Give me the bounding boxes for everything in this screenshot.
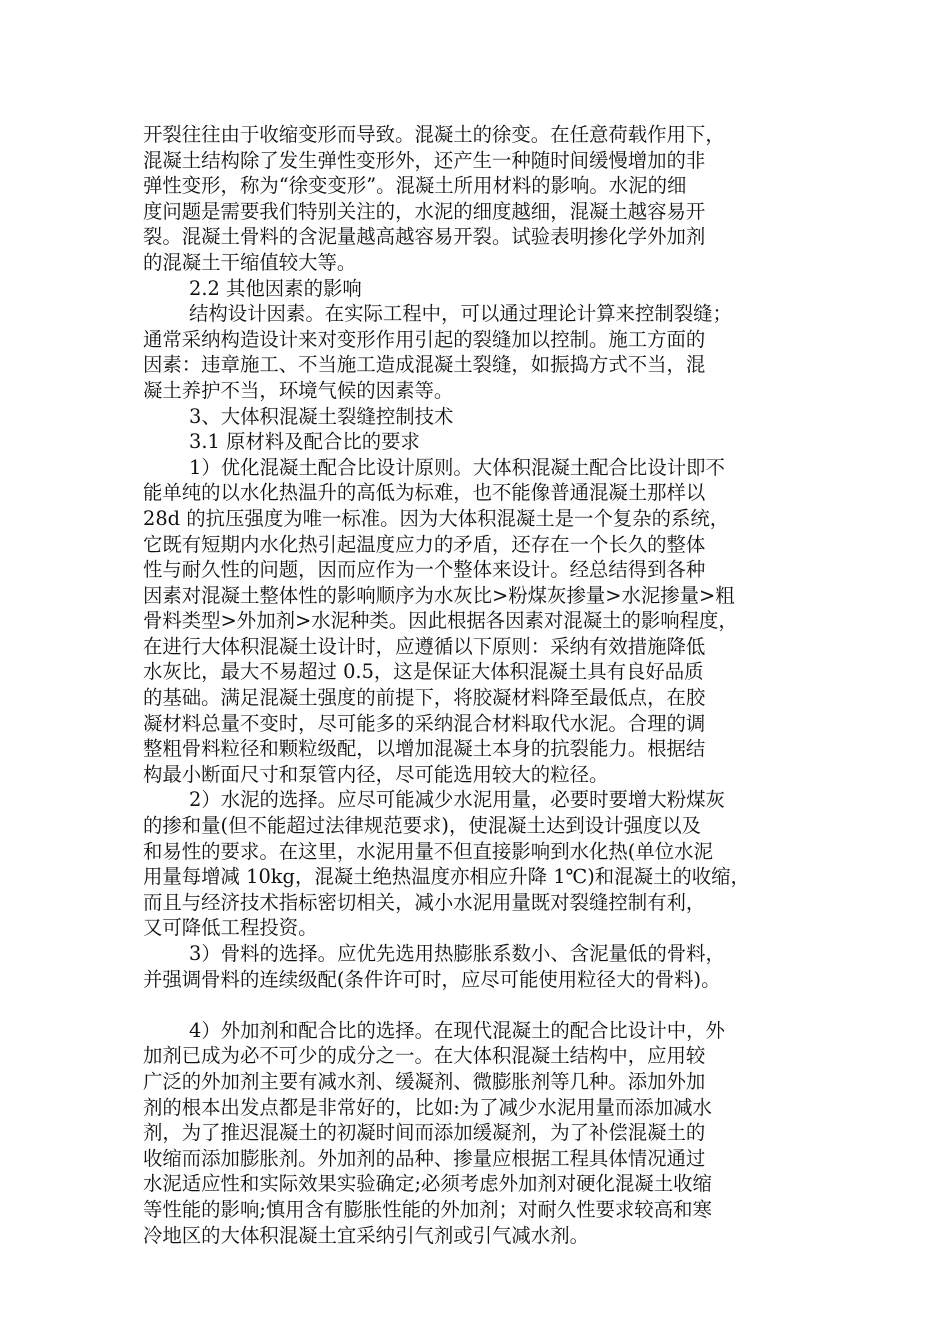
- text-line: 2.2 其他因素的影响: [189, 276, 362, 300]
- section-heading: [143, 429, 810, 455]
- paragraph-gap: [143, 992, 810, 1018]
- text-line: 它既有短期内水化热引起温度应力的矛盾，还存在一个长久的整体: [143, 532, 706, 556]
- text-line: 度问题是需要我们特别关注的，水泥的细度越细，混凝土越容易开: [143, 199, 706, 223]
- text-line: 又可降低工程投资。: [143, 916, 318, 940]
- section-heading: [143, 404, 810, 430]
- paragraph: [143, 787, 810, 941]
- text-line: 通常采纳构造设计来对变形作用引起的裂缝加以控制。施工方面的: [143, 327, 706, 351]
- text-line: 性与耐久性的问题，因而应作为一个整体来设计。经总结得到各种: [143, 558, 706, 582]
- text-line: 因素对混凝土整体性的影响顺序为水灰比>粉煤灰掺量>水泥掺量>粗: [143, 583, 735, 607]
- paragraph: [143, 455, 810, 788]
- paragraph: [143, 122, 810, 276]
- paragraph: [143, 301, 810, 403]
- text-line: 剂，为了推迟混凝土的初凝时间而添加缓凝剂，为了补偿混凝土的: [143, 1121, 706, 1145]
- text-line: 而且与经济技术指标密切相关，减小水泥用量既对裂缝控制有利，: [143, 890, 706, 914]
- text-line: 混凝土结构除了发生弹性变形外，还产生一种随时间缓慢增加的非: [143, 148, 706, 172]
- text-line: 用量每增减 10kg，混凝土绝热温度亦相应升降 1℃)和混凝土的收缩，: [143, 865, 750, 889]
- document-body: [143, 122, 810, 1248]
- text-line: 加剂已成为必不可少的成分之一。在大体积混凝土结构中，应用较: [143, 1044, 706, 1068]
- text-line: 结构设计因素。在实际工程中，可以通过理论计算来控制裂缝；: [189, 302, 732, 326]
- text-line: 收缩而添加膨胀剂。外加剂的品种、掺量应根据工程具体情况通过: [143, 1146, 706, 1170]
- text-line: 3）骨料的选择。应优先选用热膨胀系数小、含泥量低的骨料，: [189, 942, 725, 965]
- text-line: 凝土养护不当，环境气候的因素等。: [143, 378, 454, 402]
- text-line: 整粗骨料粒径和颗粒级配，以增加混凝土本身的抗裂能力。根据结: [143, 737, 706, 761]
- paragraph: [143, 1018, 810, 1248]
- paragraph: [143, 941, 810, 992]
- text-line: 2）水泥的选择。应尽可能减少水泥用量，必要时要增大粉煤灰: [189, 788, 725, 812]
- text-line: 开裂往往由于收缩变形而导致。混凝土的徐变。在任意荷载作用下，: [143, 123, 725, 146]
- text-line: 水泥适应性和实际效果实验确定;必须考虑外加剂对硬化混凝土收缩: [143, 1172, 712, 1196]
- text-line: 的掺和量(但不能超过法律规范要求)，使混凝土达到设计强度以及: [143, 814, 702, 838]
- text-line: 在进行大体积混凝土设计时，应遵循以下原则：采纳有效措施降低: [143, 634, 706, 658]
- text-line: 骨料类型>外加剂>水泥种类。因此根据各因素对混凝土的影响程度，: [143, 609, 738, 633]
- text-line: 3、大体积混凝土裂缝控制技术: [189, 404, 454, 428]
- section-heading: [143, 276, 810, 302]
- text-line: 能单纯的以水化热温升的高低为标难，也不能像普通混凝土那样以: [143, 481, 706, 505]
- text-line: 构最小断面尺寸和泵管内径，尽可能选用较大的粒径。: [143, 762, 609, 786]
- text-line: 广泛的外加剂主要有减水剂、缓凝剂、微膨胀剂等几种。添加外加: [143, 1069, 706, 1093]
- text-line: 裂。混凝土骨料的含泥量越高越容易开裂。试验表明掺化学外加剂: [143, 225, 706, 249]
- text-line: 1）优化混凝土配合比设计原则。大体积混凝土配合比设计即不: [189, 455, 725, 479]
- text-line: 冷地区的大体积混凝土宜采纳引气剂或引气减水剂。: [143, 1223, 589, 1247]
- text-line: 4）外加剂和配合比的选择。在现代混凝土的配合比设计中，外: [189, 1018, 725, 1042]
- text-line: 3.1 原材料及配合比的要求: [189, 430, 420, 454]
- text-line: 并强调骨料的连续级配(条件许可时，应尽可能使用粒径大的骨料)。: [143, 967, 721, 991]
- text-line: 的混凝土干缩值较大等。: [143, 250, 357, 274]
- text-line: 和易性的要求。在这里，水泥用量不但直接影响到水化热(单位水泥: [143, 839, 713, 863]
- text-line: 凝材料总量不变时，尽可能多的采纳混合材料取代水泥。合理的调: [143, 711, 706, 735]
- text-line: 因素：违章施工、不当施工造成混凝土裂缝，如振捣方式不当，混: [143, 353, 706, 377]
- text-line: 水灰比，最大不易超过 0.5，这是保证大体积混凝土具有良好品质: [143, 660, 704, 684]
- text-line: 弹性变形，称为“徐变变形”。混凝土所用材料的影响。水泥的细: [143, 174, 687, 198]
- text-line: 剂的根本出发点都是非常好的，比如:为了减少水泥用量而添加减水: [143, 1095, 712, 1119]
- text-line: 等性能的影响;慎用含有膨胀性能的外加剂；对耐久性要求较高和寒: [143, 1197, 712, 1221]
- text-line: 的基础。满足混凝土强度的前提下，将胶凝材料降至最低点，在胶: [143, 686, 706, 710]
- text-line: 28d 的抗压强度为唯一标准。因为大体积混凝土是一个复杂的系统，: [143, 506, 730, 530]
